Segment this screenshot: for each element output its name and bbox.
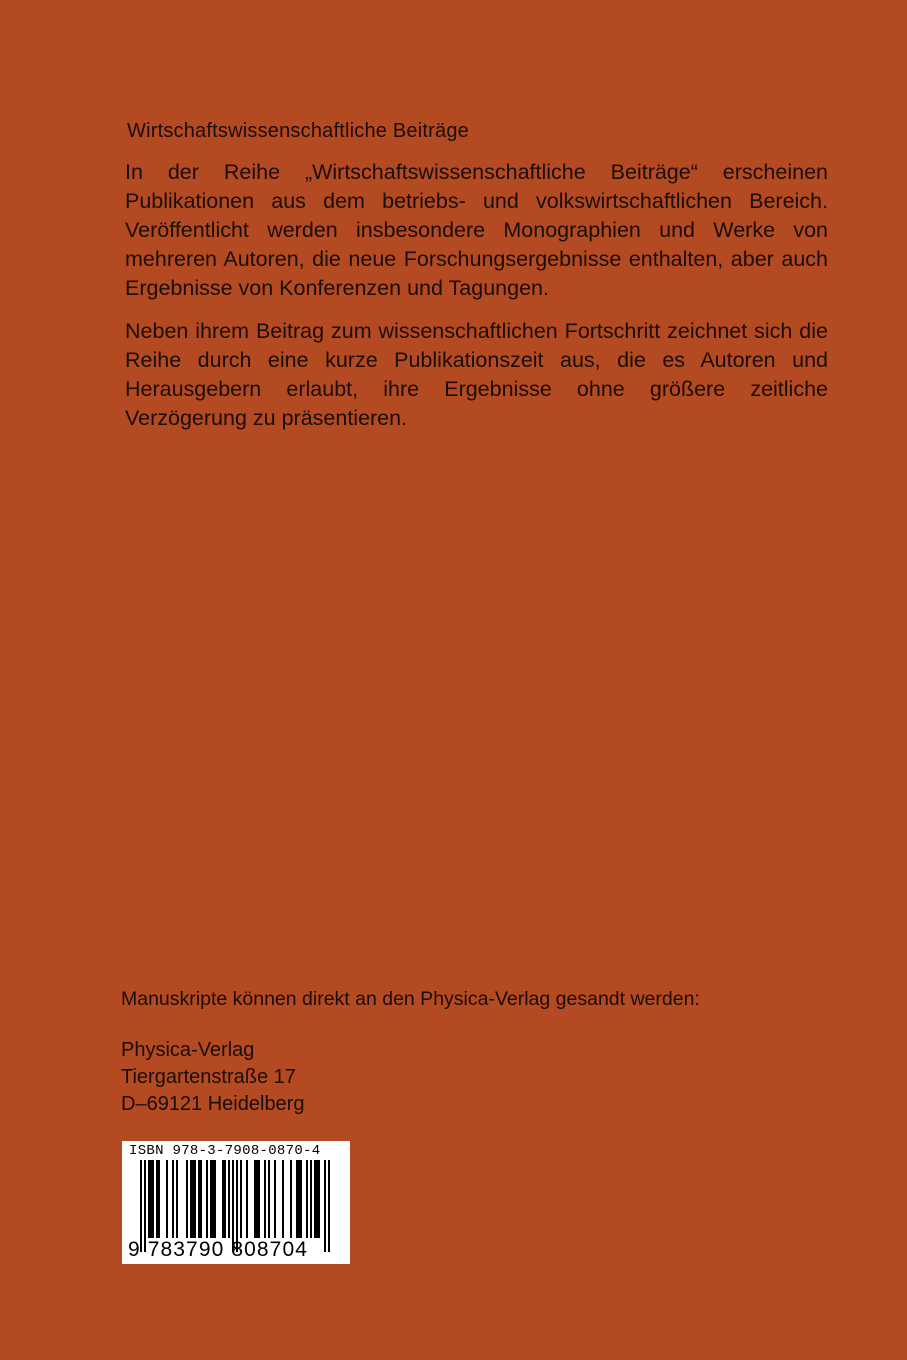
barcode-bar xyxy=(296,1160,298,1238)
barcode-bar xyxy=(214,1160,216,1238)
barcode-bar xyxy=(166,1160,168,1238)
barcode-bar xyxy=(194,1160,196,1238)
barcode-bar xyxy=(300,1160,302,1238)
barcode-bar xyxy=(152,1160,154,1238)
publisher-street: Tiergartenstraße 17 xyxy=(121,1066,296,1088)
submission-note: Manuskripte können direkt an den Physica-Verlag gesandt werden: xyxy=(121,988,700,1010)
barcode-bar xyxy=(240,1160,242,1238)
barcode-bar xyxy=(224,1160,226,1238)
barcode-bar xyxy=(316,1160,318,1238)
barcode-bar xyxy=(324,1160,326,1252)
barcode-bar xyxy=(328,1160,330,1252)
barcode-bar xyxy=(176,1160,178,1238)
isbn-label: ISBN 978-3-7908-0870-4 xyxy=(129,1143,321,1159)
barcode-bar xyxy=(172,1160,174,1238)
barcode-bar xyxy=(200,1160,202,1238)
barcode-bar xyxy=(274,1160,276,1238)
series-title: Wirtschaftswissenschaftliche Beiträge xyxy=(127,120,469,142)
barcode-bar xyxy=(222,1160,224,1238)
barcode-bar xyxy=(148,1160,150,1238)
series-benefits-paragraph: Neben ihrem Beitrag zum wissenschaftlichen Fortschritt zeichnet sich die Reihe durch eine kurze Publikationszeit aus, die es Autoren und Herausgebern erlaubt, ihre Ergebnisse ohne größere zeitliche Verzögerung zu präsentieren. xyxy=(125,319,828,430)
barcode-bar xyxy=(318,1160,320,1238)
barcode-bar xyxy=(268,1160,270,1238)
barcode-bar xyxy=(282,1160,284,1238)
barcode-bar xyxy=(314,1160,316,1238)
barcode-bar xyxy=(246,1160,248,1238)
publisher-name: Physica-Verlag xyxy=(121,1039,255,1061)
barcode-bar xyxy=(256,1160,258,1238)
barcode-bar xyxy=(212,1160,214,1238)
publisher-city: D–69121 Heidelberg xyxy=(121,1093,305,1115)
series-description-paragraph: In der Reihe „Wirtschaftswissenschaftliche Beiträge“ erscheinen Publikationen aus dem betriebs- und volkswirtschaftlichen Bereich. Veröffentlicht werden insbesondere Monographien und Werke von mehreren Autoren, die neue Forschungsergebnisse enthalten, aber auch Ergebnisse von Konferenzen und Tagungen. xyxy=(125,160,828,300)
barcode-bar xyxy=(158,1160,160,1238)
barcode-bar xyxy=(298,1160,300,1238)
barcode-bar xyxy=(206,1160,208,1238)
publisher-address xyxy=(121,1037,304,1118)
barcode-bar xyxy=(210,1160,212,1238)
barcode-bar xyxy=(156,1160,158,1238)
barcode-bar xyxy=(190,1160,192,1238)
barcode-bar xyxy=(310,1160,312,1238)
barcode-bar xyxy=(254,1160,256,1238)
ean-digits: 9 783790 808704 xyxy=(128,1238,308,1261)
barcode-bar xyxy=(228,1160,230,1238)
barcode-bar xyxy=(150,1160,152,1238)
isbn-barcode xyxy=(122,1141,350,1264)
barcode-bar xyxy=(264,1160,266,1238)
barcode-bar xyxy=(306,1160,308,1238)
barcode-bar xyxy=(192,1160,194,1238)
barcode-bar xyxy=(198,1160,200,1238)
barcode-bar xyxy=(186,1160,188,1238)
barcode-bar xyxy=(258,1160,260,1238)
barcode-bar xyxy=(290,1160,292,1238)
